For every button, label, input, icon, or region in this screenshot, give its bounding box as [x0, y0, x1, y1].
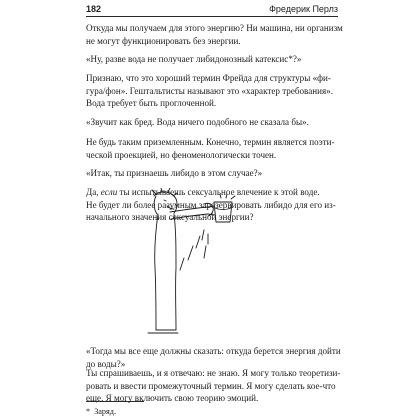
paragraph-energy-question	[86, 22, 342, 47]
paragraph-nonsense	[86, 116, 342, 129]
text-line: гура/фон». Гештальтисты называют это «характер требования».	[86, 85, 333, 96]
text-line: «Итак, ты признаешь либидо в этом случае?»	[86, 168, 263, 178]
paragraph-libido-question	[86, 167, 342, 180]
glass	[214, 194, 235, 222]
page-header	[86, 3, 338, 15]
figure-drinking-illustration	[138, 188, 258, 348]
text-line: «Ну, разве вода не получает либидонозный катексис*?»	[86, 54, 302, 64]
footnote-rule	[86, 401, 144, 402]
paragraph-poetic-projection	[86, 136, 342, 161]
header-rule	[86, 16, 338, 17]
footnote-text: Заряд.	[94, 407, 116, 416]
paragraph-freud-term	[86, 72, 342, 110]
text-line: ровать и ввести промежуточный термин. Я могу сделать кое-что	[86, 380, 336, 391]
text-line: начального значения сексуальной энергии?	[86, 212, 254, 223]
footnote	[86, 407, 116, 417]
figure-head	[152, 188, 177, 214]
text-line: ческой проекцией, но феноменологически точен.	[86, 149, 277, 160]
text-line: Откуда мы получаем для этого энергию? Ни машина, ни организм	[86, 23, 343, 33]
text-line: Ты спрашиваешь, и я отвечаю: не знаю. Я могу только теоретизи-	[86, 368, 341, 378]
text-line: не могут функционировать без энергии.	[86, 35, 241, 46]
text-fragment: ты испытываешь сексуальное влечение к этой воде.	[117, 187, 320, 197]
text-line: «Звучит как бред. Вода ничего подобного не сказала бы».	[86, 117, 309, 127]
paragraph-answer	[86, 367, 342, 405]
text-line: до воды?»	[86, 358, 126, 369]
running-title: Фредерик Перлз	[269, 4, 338, 14]
text-line: еще. Я могу включить свою теорию эмоций.	[86, 393, 259, 404]
water-stream	[180, 230, 208, 270]
text-line: Признаю, что это хороший термин Фрейда для структуры «фи-	[86, 73, 331, 83]
emphasis-if: если	[100, 187, 118, 197]
text-fragment: Да,	[86, 187, 101, 197]
footnote-marker: *	[86, 407, 91, 416]
page-number: 182	[86, 4, 102, 14]
text-line: Не будь таким приземленным. Конечно, термин является поэти-	[86, 137, 335, 147]
figure-body	[148, 214, 178, 333]
text-line: Вода требует быть проглоченной.	[86, 98, 217, 109]
text-line: «Тогда мы все еще должны сказать: откуда берется энергия дойти	[86, 346, 341, 356]
paragraph-cathexis-question	[86, 53, 342, 66]
text-line: Не будет ли более разумным зарезервировать либидо для его из-	[86, 199, 336, 210]
